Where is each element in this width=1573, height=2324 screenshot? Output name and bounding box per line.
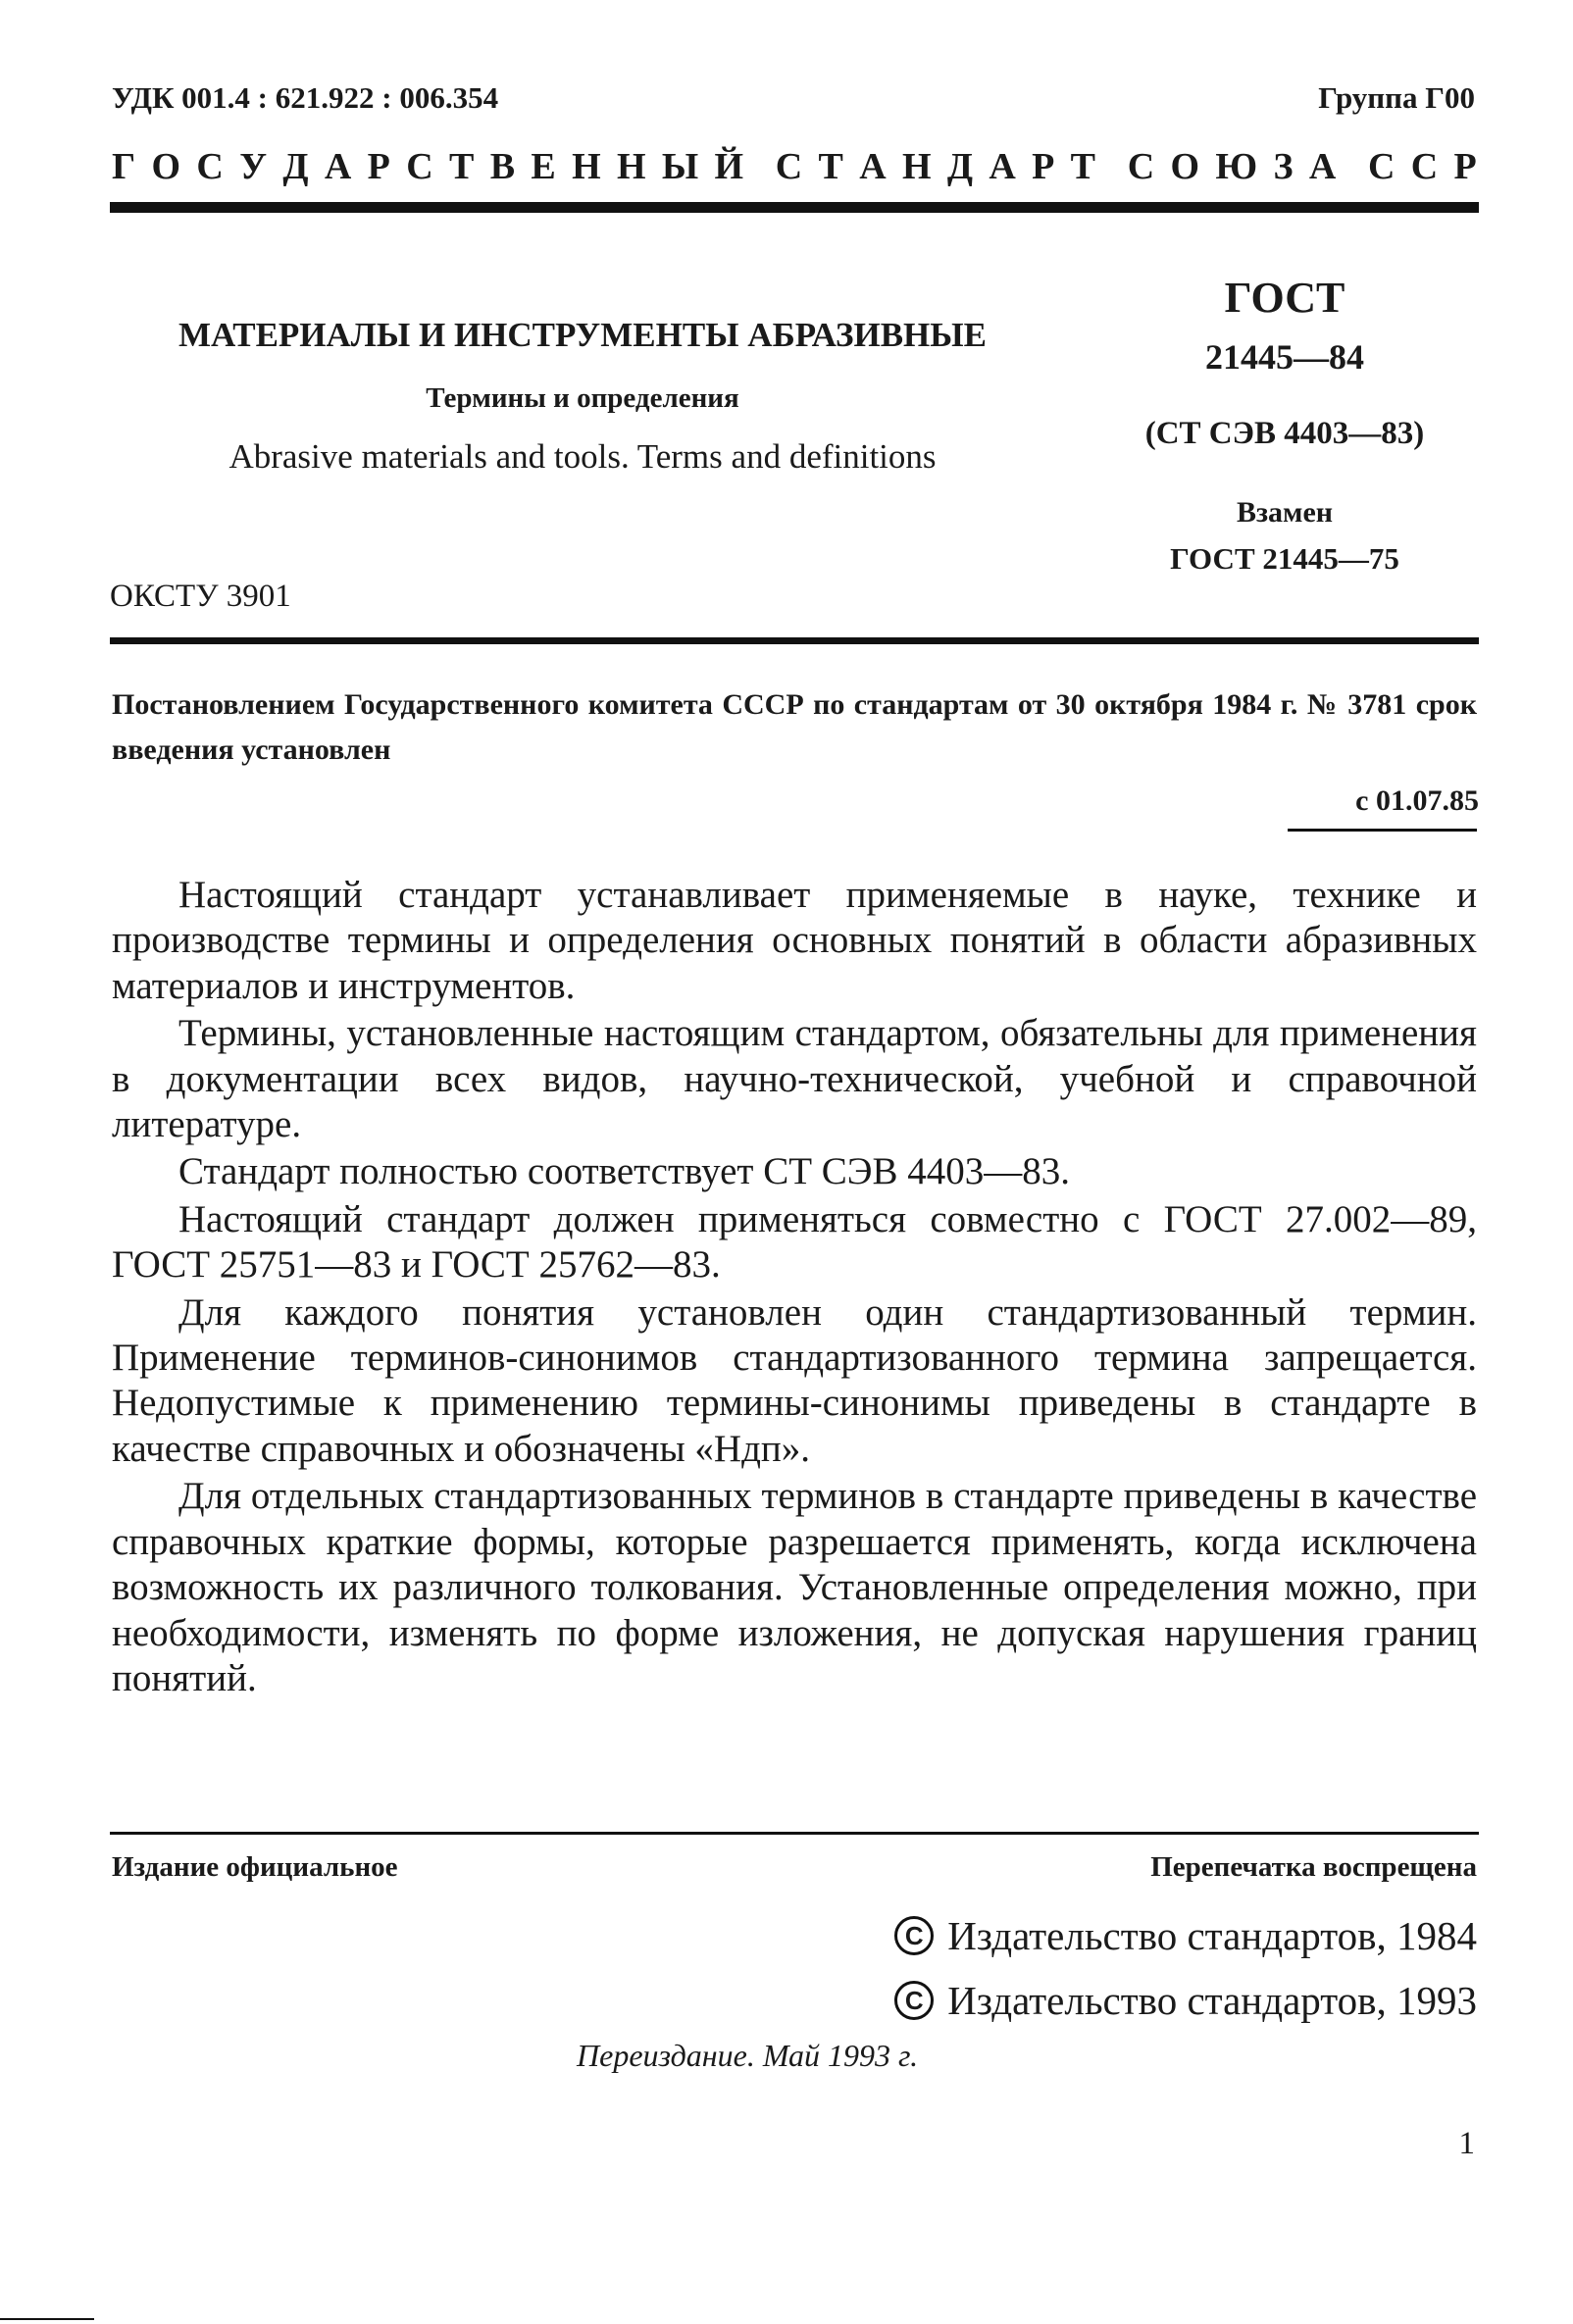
decree-text: Постановлением Государственного комитета СССР по стандартам от 30 октября 1984 г. № 3781 срок введения установлен [112,688,1477,766]
body-paragraph: Термины, установленные настоящим стандартом, обязательны для применения в документации всех видов, научно-технической, учебной и справочной литературе. [112,1012,1477,1146]
heading-letter: У [239,146,268,187]
heading-letter: С [406,146,433,187]
copyright-text: Издательство стандартов, 1993 [947,1978,1477,2023]
heading-letter: Т [818,146,843,187]
reissue-note: Переиздание. Май 1993 г. [577,2038,919,2073]
heading-letter: Ю [1215,146,1258,187]
english-title: Abrasive materials and tools. Terms and definitions [228,437,937,476]
gost-label: ГОСТ [1224,274,1345,322]
heading-letter: А [859,146,887,187]
copyright-icon: C [894,1981,934,2020]
edition-note: Издание официальное [112,1851,398,1883]
sev-reference: (СТ СЭВ 4403—83) [1144,416,1425,451]
body-paragraph: Для каждого понятия установлен один стандартизованный термин. Применение терминов-синонимов стандартизованного термина запрещается. Недопустимые к применению термины-синонимы приведены в стандарте в качестве справочных и обозначены «Ндп». [112,1290,1477,1470]
document-subtitle: Термины и определения [426,382,739,414]
okstu-code: ОКСТУ 3901 [110,579,291,614]
heading-letter: Р [1453,146,1477,187]
copyright-line-1984 [894,1912,1477,1959]
udc-code: УДК 001.4 : 621.922 : 006.354 [112,80,499,115]
heading-letter: З [1273,146,1294,187]
copyright-line-1993 [894,1977,1477,2024]
heading-letter: Т [1070,146,1096,187]
effective-date: с 01.07.85 [1355,784,1479,817]
body-paragraph: Настоящий стандарт должен применяться совместно с ГОСТ 27.002—89, ГОСТ 25751—83 и ГОСТ 25762—83. [112,1197,1477,1287]
heading-letter: Р [367,146,390,187]
heading-letter: О [151,146,181,187]
replaces-label: Взамен [1236,496,1334,529]
replaces-standard: ГОСТ 21445—75 [1170,541,1399,576]
heading-letter: С [1410,146,1439,187]
state-standard-heading [112,145,1477,188]
heading-letter: А [989,146,1016,187]
heading-letter: А [324,146,352,187]
body-paragraph: Стандарт полностью соответствует СТ СЭВ 4403—83. [178,1150,1071,1193]
heading-letter: Д [282,146,309,187]
body-text [112,873,1477,1703]
heading-letter: Д [946,146,974,187]
corner-mark [0,2318,94,2320]
heading-letter: С [775,146,803,187]
heading-letter: Й [714,146,744,187]
classification-group: Группа Г00 [1318,80,1475,115]
heading-letter: С [1127,146,1155,187]
document-title: МАТЕРИАЛЫ И ИНСТРУМЕНТЫ АБРАЗИВНЫЕ [178,316,987,354]
page-number: 1 [1458,2126,1475,2161]
heading-letter: О [1170,146,1200,187]
header-divider [110,202,1479,213]
heading-letter: А [1308,146,1337,187]
footer-divider [110,1832,1479,1835]
heading-letter: Е [531,146,556,187]
heading-letter: Н [616,146,646,187]
heading-letter: С [1367,146,1395,187]
heading-letter: Т [449,146,475,187]
heading-letter: Р [1032,146,1055,187]
heading-letter: Ы [661,146,699,187]
heading-letter: Г [112,146,136,187]
heading-letter: С [196,146,224,187]
body-paragraph: Для отдельных стандартизованных терминов в стандарте приведены в качестве справочных краткие формы, которые разрешается применять, когда исключена возможность их различного толкования. Установленные определения можно, при необходимости, изменять по форме изложения, не допуская нарушения границ понятий. [112,1475,1477,1699]
copyright-text: Издательство стандартов, 1984 [947,1913,1477,1958]
gost-number: 21445—84 [1205,337,1364,377]
heading-letter: Н [572,146,601,187]
body-paragraph: Настоящий стандарт устанавливает применяемые в науке, технике и производстве термины и определения основных понятий в области абразивных материалов и инструментов. [112,874,1477,1007]
title-divider [110,637,1479,644]
effective-date-underline [1288,829,1477,832]
copyright-icon: C [894,1916,934,1955]
heading-letter: Н [901,146,932,187]
reprint-notice: Перепечатка воспрещена [1150,1851,1477,1883]
heading-letter: В [489,146,516,187]
